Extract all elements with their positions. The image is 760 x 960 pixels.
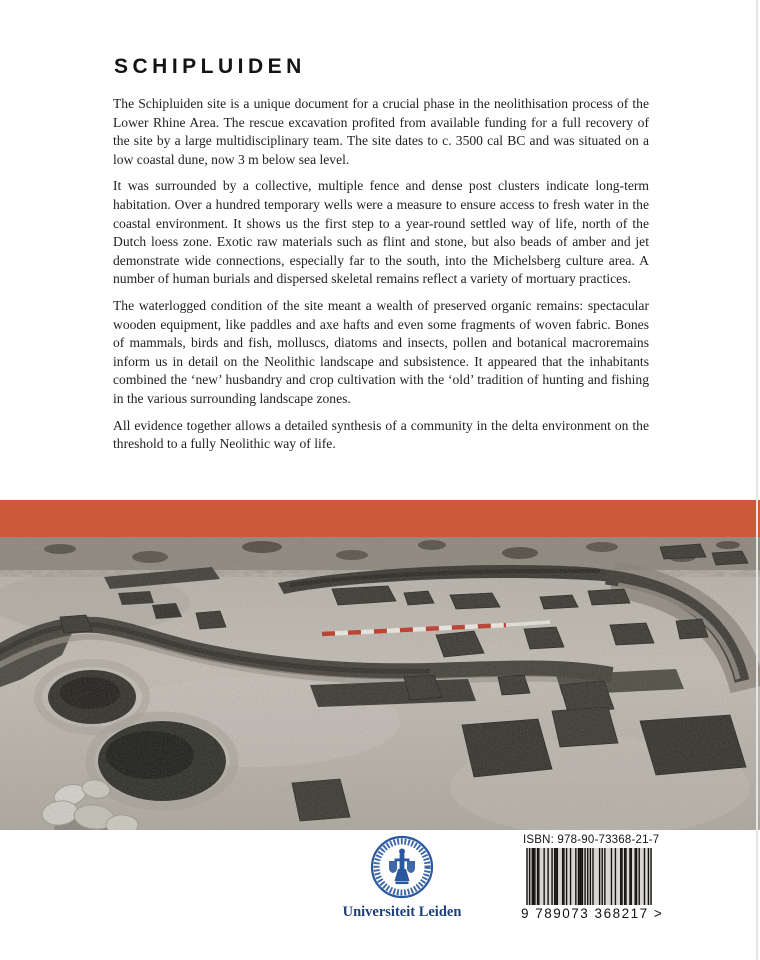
photo-grain bbox=[0, 537, 760, 830]
excavation-photo bbox=[0, 537, 760, 830]
blurb-section bbox=[113, 55, 649, 462]
publisher-logo bbox=[337, 833, 467, 921]
isbn-label: ISBN: 978-90-73368-21-7 bbox=[523, 834, 660, 846]
barcode-digits-row bbox=[521, 906, 673, 921]
blurb-paragraph-2: It was surrounded by a collective, multiple fence and dense post clusters indicate long-term habitation. Over a hundred temporary wells were a measure to ensure access to fresh water in the coastal environment. It shows us the first step to a year-round settled way of life, north of the Dutch loess zone. Exotic raw materials such as flint and stone, but also beads of amber and jet demonstrate wide connections, especially far to the south, into the Michelsberg culture area. A number of human burials and dispersed skeletal remains reflect a variety of mortuary practices. bbox=[113, 178, 649, 287]
blurb-paragraph-3: The waterlogged condition of the site meant a wealth of preserved organic remains: spectacular wooden equipment, like paddles and axe hafts and even some fragments of woven fabric. Bones of mammals, birds and fish, molluscs, diatoms and insects, pollen and botanical macroremains inform us in detail on the Neolithic landscape and subsistence. It appeared that the inhabitants combined the ‘new’ husbandry and crop cultivation with the ‘old’ tradition of hunting and fishing in the various surrounding landscape zones. bbox=[113, 297, 649, 406]
barcode-digits: 9 789073 368217 bbox=[521, 906, 649, 921]
accent-band bbox=[0, 500, 760, 537]
page-edge-line bbox=[756, 0, 758, 960]
barcode-bars bbox=[526, 848, 651, 905]
publisher-name: Universiteit Leiden bbox=[342, 904, 462, 920]
blurb-paragraph-4: All evidence together allows a detailed synthesis of a community in the delta environment on the threshold to a fully Neolithic way of life. bbox=[113, 417, 649, 452]
universiteit-leiden-seal-icon bbox=[369, 833, 435, 901]
blurb-paragraph-1: The Schipluiden site is a unique document for a crucial phase in the neolithisation process of the Lower Rhine Area. The rescue excavation profited from available funding for a full recovery of the site by a large multidisciplinary team. The site dates to c. 3500 cal BC and was situated on a low coastal dune, now 3 m below sea level. bbox=[113, 96, 649, 167]
isbn-block bbox=[523, 834, 673, 921]
page-title: SCHIPLUIDEN bbox=[114, 55, 306, 78]
barcode bbox=[526, 848, 652, 905]
barcode-suffix: > bbox=[653, 906, 664, 921]
